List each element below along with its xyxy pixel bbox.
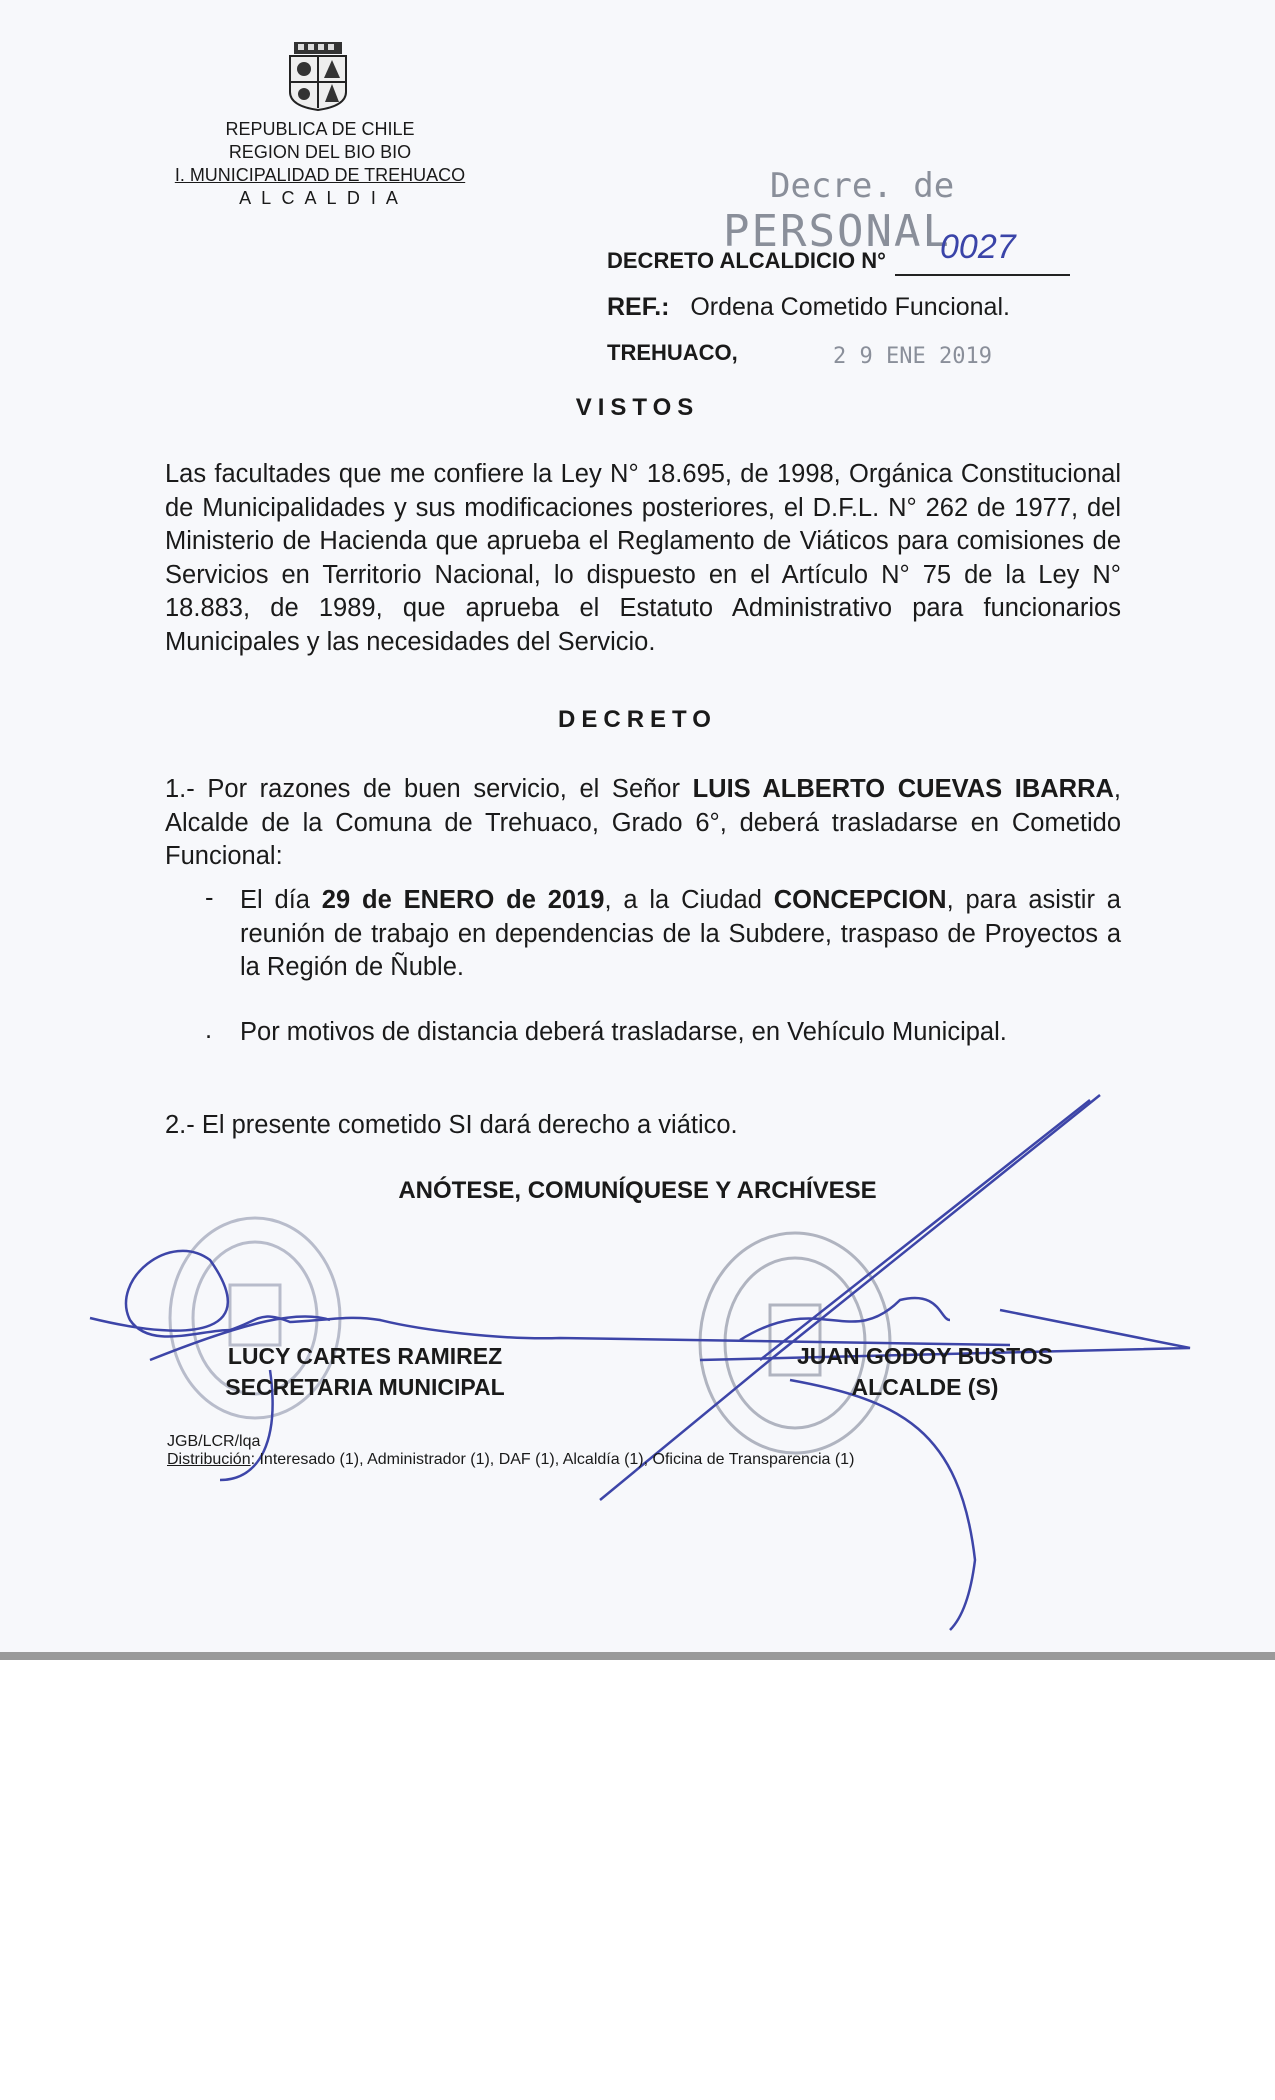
right-signatory xyxy=(740,1341,1110,1403)
bullet1-date: 29 de ENERO de 2019 xyxy=(321,886,605,914)
distribution-label: Distribución xyxy=(167,1451,251,1468)
reference-text: Ordena Cometido Funcional. xyxy=(690,293,1010,321)
stamp-personal: PERSONAL xyxy=(723,206,951,257)
decree-bullet-2: Por motivos de distancia deberá trasladarse, en Vehículo Municipal. xyxy=(240,1018,1007,1046)
bullet1-text-b: , a la Ciudad xyxy=(604,886,774,914)
reference-label: REF.: xyxy=(607,293,670,321)
bullet2-marker: . xyxy=(205,1016,213,1044)
initials: JGB/LCR/lqa xyxy=(167,1433,261,1450)
right-signatory-role: ALCALDE (S) xyxy=(851,1374,999,1400)
coat-of-arms-icon xyxy=(284,40,352,112)
header-office: A L C A L D I A xyxy=(239,188,401,208)
decree-number-handwritten: 0027 xyxy=(940,228,1016,266)
vistos-text: Las facultades que me confiere la Ley N° 18.695, de 1998, Orgánica Constitucional de Municipalidades y sus modificaciones posteriores, el D.F.L. N° 262 de 1977, del Ministerio de Hacienda que aprueba el Reglamento de Viáticos para comisiones de Servicios en Territorio Nacional, lo dispuesto en el Artículo N° 75 de la Ley N° 18.883, de 1989, que aprueba el Estatuto Administrativo para funcionarios Municipales y las necesidades del Servicio. xyxy=(165,460,1121,656)
header-country: REPUBLICA DE CHILE xyxy=(225,119,415,139)
decree-item-1 xyxy=(165,773,1121,874)
header-block xyxy=(160,118,480,210)
bullet1-text-c: , para asistir a reunión de trabajo en dependencias de la Subdere, traspaso de Proyectos a la Región de Ñuble. xyxy=(240,886,1121,981)
page-edge-shadow xyxy=(0,1652,1275,1660)
distribution-text: : Interesado (1), Administrador (1), DAF (1), Alcaldía (1), Oficina de Transparencia (1) xyxy=(250,1451,855,1468)
decree-bullet-1 xyxy=(240,884,1121,985)
header-municipality: I. MUNICIPALIDAD DE TREHUACO xyxy=(174,165,466,185)
distribution-line xyxy=(167,1451,854,1469)
decree-number-line xyxy=(895,272,1070,276)
closing-formula: ANÓTESE, COMUNÍQUESE Y ARCHÍVESE xyxy=(398,1177,877,1204)
item1-text-a: 1.- Por razones de buen servicio, el Señor xyxy=(165,775,693,803)
left-signatory-name: LUCY CARTES RAMIREZ xyxy=(227,1343,503,1369)
item1-person-name: LUIS ALBERTO CUEVAS IBARRA xyxy=(692,775,1114,803)
left-signatory xyxy=(180,1341,550,1403)
bullet1-text-a: El día xyxy=(240,886,322,914)
decreto-title: DECRETO xyxy=(558,706,717,733)
decree-number-label: DECRETO ALCALDICIO N° xyxy=(607,248,886,273)
left-signatory-role: SECRETARIA MUNICIPAL xyxy=(225,1374,505,1400)
reference-line xyxy=(607,293,1010,322)
item1-text-b: , Alcalde de la Comuna de Trehuaco, Grado 6°, deberá trasladarse en Cometido Funcional: xyxy=(165,775,1121,870)
stamp-decre-de: Decre. de xyxy=(770,166,955,206)
place-label: TREHUACO, xyxy=(607,340,738,365)
bullet1-city: CONCEPCION xyxy=(773,886,947,914)
bullet1-marker: - xyxy=(205,884,214,912)
decree-item-2: 2.- El presente cometido SI dará derecho a viático. xyxy=(165,1111,738,1139)
date-stamp: 2 9 ENE 2019 xyxy=(833,344,992,369)
right-signatory-name: JUAN GODOY BUSTOS xyxy=(796,1343,1054,1369)
header-region: REGION DEL BIO BIO xyxy=(228,142,412,162)
vistos-title: VISTOS xyxy=(575,394,700,421)
